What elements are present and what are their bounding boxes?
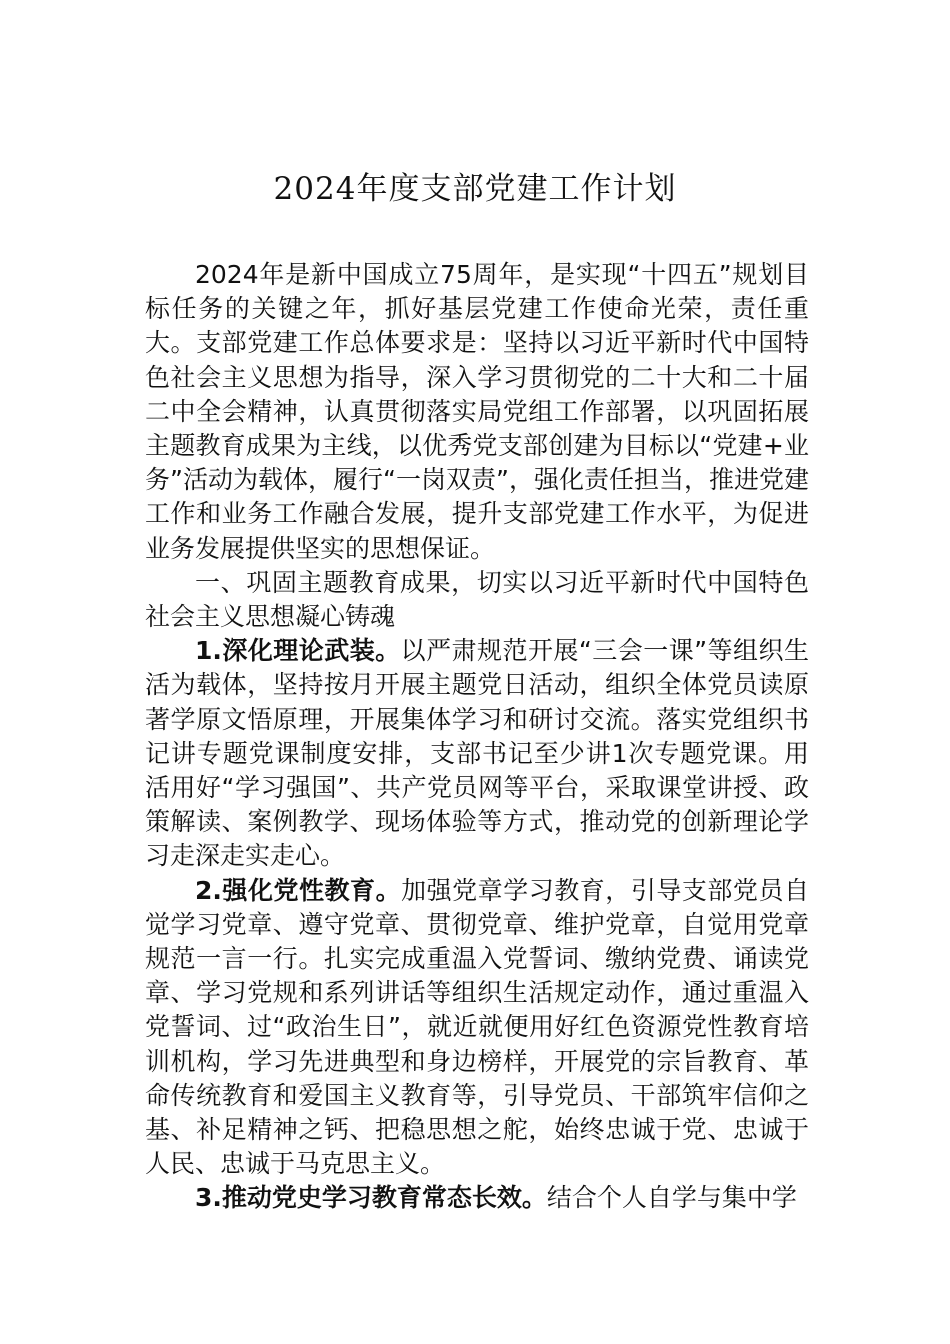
- paragraph-item-1: [145, 634, 809, 873]
- paragraph-text: 结合个人自学与集中学: [546, 1183, 797, 1213]
- document-body: [145, 258, 809, 1216]
- paragraph-text: 一、巩固主题教育成果，切实以习近平新时代中国特色社会主义思想凝心铸魂: [145, 567, 809, 632]
- item-lead: 2.强化党性教育。: [195, 875, 402, 905]
- paragraph-intro: [145, 258, 809, 566]
- paragraph-text: 以严肃规范开展“三会一课”等组织生活为载体，坚持按月开展主题党日活动，组织全体党员读原著学原文悟原理，开展集体学习和研讨交流。落实党组织书记讲专题党课制度安排，支部书记至少讲1次专题党课。用活用好“学习强国”、共产党员网等平台，采取课堂讲授、政策解读、案例教学、现场体验等方式，推动党的创新理论学习走深走实走心。: [145, 636, 809, 871]
- section-heading-1: [145, 566, 809, 634]
- paragraph-item-2: [145, 874, 809, 1182]
- paragraph-text: 2024年是新中国成立75周年，是实现“十四五”规划目标任务的关键之年，抓好基层党建工作使命光荣，责任重大。支部党建工作总体要求是：坚持以习近平新时代中国特色社会主义思想为指导，深入学习贯彻党的二十大和二十届二中全会精神，认真贯彻落实局党组工作部署，以巩固拓展主题教育成果为主线，以优秀党支部创建为目标以“党建+业务”活动为载体，履行“一岗双责”，强化责任担当，推进党建工作和业务工作融合发展，提升支部党建工作水平，为促进业务发展提供坚实的思想保证。: [145, 260, 809, 563]
- document-title: 2024年度支部党建工作计划: [273, 171, 677, 207]
- paragraph-item-3: [145, 1181, 809, 1215]
- item-lead: 1.深化理论武装。: [195, 636, 401, 666]
- paragraph-text: 加强党章学习教育，引导支部党员自觉学习党章、遵守党章、贯彻党章、维护党章，自觉用党章规范一言一行。扎实完成重温入党誓词、缴纳党费、诵读党章、学习党规和系列讲话等组织生活规定动作，通过重温入党誓词、过“政治生日”，就近就便用好红色资源党性教育培训机构，学习先进典型和身边榜样，开展党的宗旨教育、革命传统教育和爱国主义教育等，引导党员、干部筑牢信仰之基、补足精神之钙、把稳思想之舵，始终忠诚于党、忠诚于人民、忠诚于马克思主义。: [145, 875, 809, 1179]
- item-lead: 3.推动党史学习教育常态长效。: [195, 1183, 547, 1213]
